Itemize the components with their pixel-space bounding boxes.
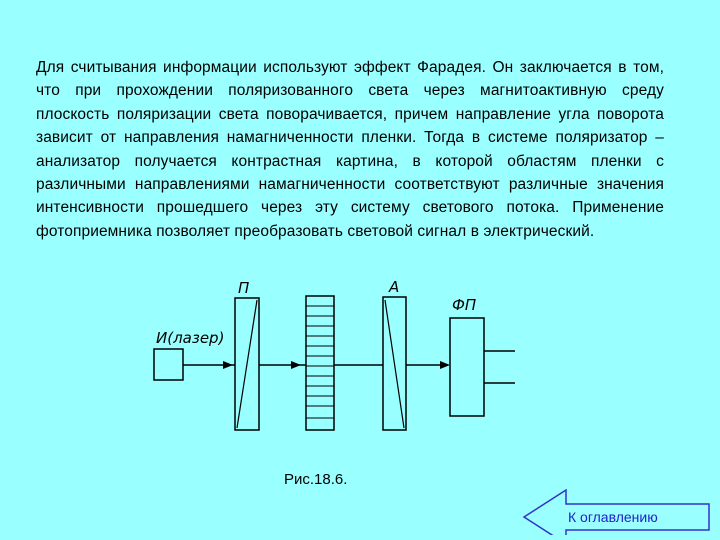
table-of-contents-button[interactable] (522, 489, 712, 535)
table-of-contents-label: К оглавлению (568, 509, 658, 525)
source-label: И(лазер) (156, 329, 225, 347)
polarizer-label: П (238, 279, 250, 297)
beam-arrow-3-icon (440, 361, 450, 369)
faraday-diagram (0, 270, 720, 450)
body-paragraph: Для считывания информации используют эффект Фарадея. Он заключается в том, что при прохождении поляризованного света через магнитоактивную среду плоскость поляризации света поворачивается, причем направление угла поворота зависит от направления намагниченности пленки. Тогда в системе поляризатор – анализатор получается контрастная картина, в которой областям пленки с различными направлениями намагниченности соответствуют различные значения интенсивности прошедшего через эту систему светового потока. Применение фотоприемника позволяет преобразовать световой сигнал в электрический. (36, 59, 664, 240)
magnetic-film (306, 296, 334, 430)
laser-source-box (154, 349, 183, 380)
beam-arrow-1-icon (223, 361, 233, 369)
analyzer-label: А (389, 278, 400, 296)
photodetector (450, 318, 484, 416)
photodetector-label: ФП (452, 296, 477, 314)
beam-arrow-2-icon (291, 361, 301, 369)
figure-caption: Рис.18.6. (284, 471, 348, 488)
